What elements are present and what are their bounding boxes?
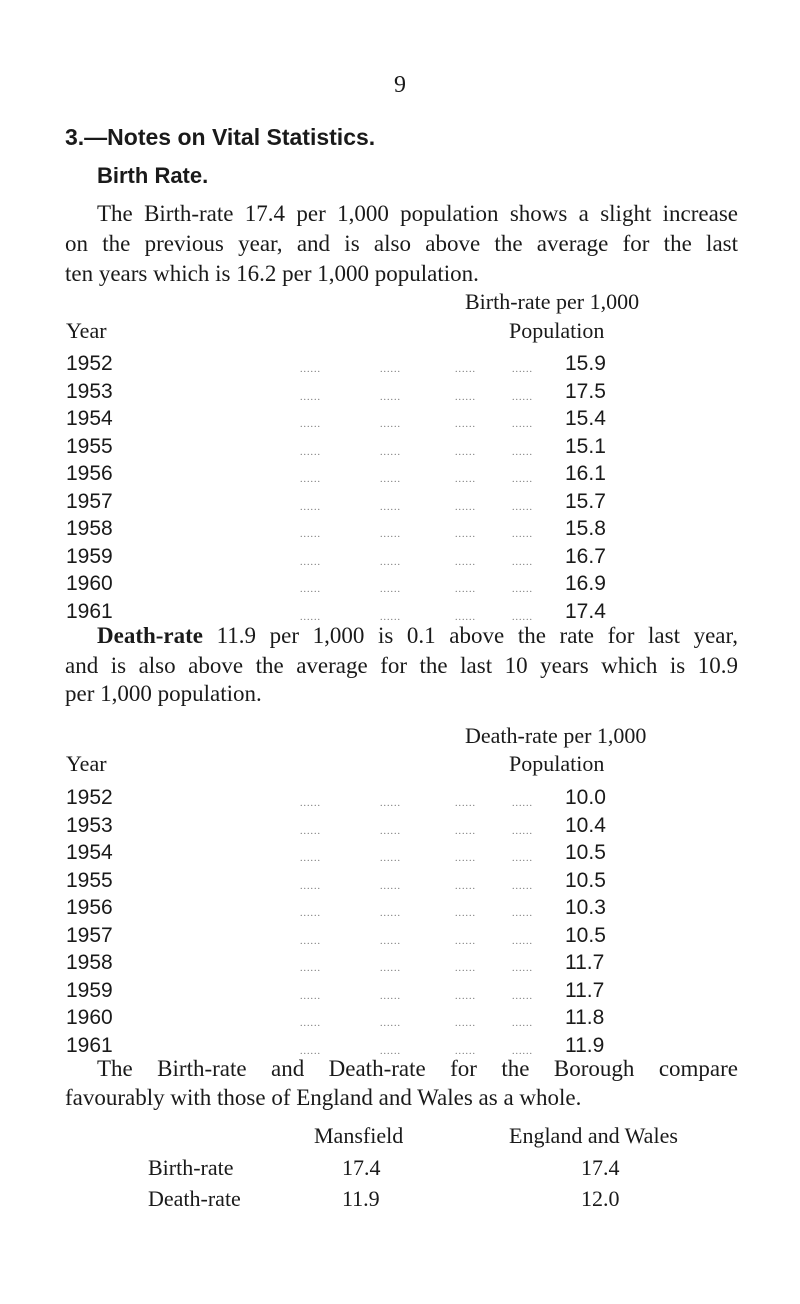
birth-rate-leader-dots: ...... (380, 446, 401, 458)
birth-rate-leader-dots: ...... (300, 584, 321, 595)
death-rate-leader-dots: ...... (300, 935, 321, 947)
birth-rate-year: 1956 (66, 462, 113, 485)
death-rate-leader-dots: ...... (512, 825, 533, 837)
death-rate-leader-dots: ...... (300, 990, 321, 1002)
death-rate-leader-dots: ...... (512, 1018, 533, 1029)
death-rate-leader-dots: ...... (380, 798, 401, 809)
death-rate-value: 10.4 (565, 813, 606, 837)
death-year-column-header: Year (66, 751, 107, 776)
birth-rate-leader-dots: ...... (455, 446, 476, 458)
compare-birth-rate-mansfield: 17.4 (342, 1155, 381, 1180)
death-rate-year: 1953 (66, 813, 113, 837)
death-rate-year: 1952 (66, 786, 113, 809)
birth-rate-leader-dots: ...... (300, 446, 321, 458)
birth-rate-leader-dots: ...... (380, 529, 401, 540)
birth-rate-leader-dots: ...... (512, 474, 533, 485)
birth-rate-leader-dots: ...... (512, 556, 533, 568)
birth-rate-leader-dots: ...... (512, 501, 533, 513)
birth-population-column-header: Population (509, 318, 605, 343)
birth-rate-leader-dots: ...... (512, 446, 533, 458)
death-rate-leader-dots: ...... (455, 908, 476, 919)
birth-rate-leader-dots: ...... (455, 391, 476, 403)
birth-rate-year: 1958 (66, 517, 113, 540)
death-rate-year: 1958 (66, 951, 113, 974)
birth-rate-leader-dots: ...... (380, 419, 401, 430)
compare-birth-rate-england: 17.4 (581, 1155, 620, 1180)
death-rate-lead: Death-rate (97, 623, 204, 648)
birth-rate-value: 15.8 (565, 517, 606, 540)
section-title: 3.—Notes on Vital Statistics. (65, 124, 376, 150)
birth-rate-leader-dots: ...... (512, 611, 533, 623)
birth-rate-value: 15.4 (565, 407, 606, 430)
birth-rate-leader-dots: ...... (455, 474, 476, 485)
death-rate-leader-dots: ...... (300, 880, 321, 892)
death-rate-leader-dots: ...... (455, 1018, 476, 1029)
page-number: 9 (394, 72, 406, 98)
death-rate-leader-dots: ...... (455, 880, 476, 892)
death-rate-leader-dots: ...... (380, 935, 401, 947)
birth-rate-year: 1955 (66, 434, 113, 458)
death-rate-leader-dots: ...... (300, 908, 321, 919)
death-rate-value: 11.8 (565, 1006, 605, 1029)
birth-rate-year: 1957 (66, 489, 113, 513)
birth-rate-value: 17.5 (565, 379, 606, 403)
death-rate-value: 10.5 (565, 868, 606, 892)
death-rate-leader-dots: ...... (455, 963, 476, 974)
birth-rate-leader-dots: ...... (380, 474, 401, 485)
birth-rate-leader-dots: ...... (512, 529, 533, 540)
compare-paragraph-line-2: favourably with those of England and Wales as a whole. (65, 1085, 582, 1110)
death-rate-value: 11.7 (565, 978, 605, 1002)
death-rate-leader-dots: ...... (300, 798, 321, 809)
death-rate-leader-dots: ...... (300, 1018, 321, 1029)
birth-rate-year: 1959 (66, 544, 113, 568)
death-rate-leader-dots: ...... (512, 798, 533, 809)
death-rate-leader-dots: ...... (455, 798, 476, 809)
death-rate-leader-dots: ...... (512, 1045, 533, 1057)
birth-paragraph-line-2: on the previous year, and is also above the average for the last (65, 231, 738, 256)
death-rate-year: 1957 (66, 923, 113, 947)
birth-rate-value: 16.9 (565, 572, 606, 595)
death-rate-value: 10.5 (565, 841, 606, 864)
death-rate-leader-dots: ...... (380, 908, 401, 919)
death-paragraph-line-3: per 1,000 population. (65, 681, 262, 706)
birth-rate-value: 15.7 (565, 489, 606, 513)
birth-rate-value: 16.1 (565, 462, 606, 485)
death-rate-leader-dots: ...... (300, 825, 321, 837)
birth-rate-heading: Birth Rate. (97, 163, 209, 188)
death-rate-year: 1956 (66, 896, 113, 919)
death-rate-leader-dots: ...... (455, 1045, 476, 1057)
birth-rate-leader-dots: ...... (380, 584, 401, 595)
birth-rate-leader-dots: ...... (455, 529, 476, 540)
birth-rate-leader-dots: ...... (455, 501, 476, 513)
death-rate-year: 1961 (66, 1033, 113, 1057)
england-wales-column-header: England and Wales (509, 1123, 678, 1148)
birth-rate-leader-dots: ...... (455, 556, 476, 568)
birth-rate-leader-dots: ...... (300, 556, 321, 568)
death-rate-leader-dots: ...... (455, 825, 476, 837)
birth-rate-value: 17.4 (565, 599, 606, 623)
birth-rate-leader-dots: ...... (380, 391, 401, 403)
birth-rate-leader-dots: ...... (300, 391, 321, 403)
death-rate-leader-dots: ...... (455, 853, 476, 864)
birth-rate-leader-dots: ...... (512, 419, 533, 430)
death-rate-value: 10.3 (565, 896, 606, 919)
death-rate-leader-dots: ...... (512, 935, 533, 947)
death-rate-leader-dots: ...... (512, 908, 533, 919)
death-rate-leader-dots: ...... (380, 825, 401, 837)
birth-rate-year: 1960 (66, 572, 113, 595)
birth-rate-column-header: Birth-rate per 1,000 (465, 289, 640, 314)
birth-rate-value: 16.7 (565, 544, 606, 568)
death-rate-leader-dots: ...... (380, 1018, 401, 1029)
birth-rate-year: 1954 (66, 407, 113, 430)
death-paragraph-line-1: Death-rate 11.9 per 1,000 is 0.1 above the rate for last year, (97, 623, 738, 648)
birth-paragraph-line-1: The Birth-rate 17.4 per 1,000 population shows a slight increase (97, 201, 738, 226)
birth-rate-value: 15.1 (565, 434, 606, 458)
compare-death-rate-label: Death-rate (148, 1186, 241, 1211)
death-rate-leader-dots: ...... (512, 963, 533, 974)
death-rate-leader-dots: ...... (300, 1045, 321, 1057)
birth-rate-value: 15.9 (565, 352, 606, 375)
birth-rate-leader-dots: ...... (300, 501, 321, 513)
death-rate-year: 1960 (66, 1006, 113, 1029)
birth-rate-leader-dots: ...... (455, 364, 476, 375)
birth-rate-leader-dots: ...... (300, 529, 321, 540)
death-rate-value: 10.5 (565, 923, 606, 947)
death-rate-leader-dots: ...... (455, 935, 476, 947)
death-rate-leader-dots: ...... (380, 990, 401, 1002)
death-rate-leader-dots: ...... (380, 963, 401, 974)
death-rate-value: 11.9 (565, 1033, 605, 1057)
compare-paragraph-line-1: The Birth-rate and Death-rate for the Borough compare (97, 1056, 738, 1081)
death-rate-leader-dots: ...... (512, 853, 533, 864)
birth-rate-year: 1952 (66, 352, 113, 375)
birth-rate-leader-dots: ...... (300, 419, 321, 430)
death-rate-leader-dots: ...... (380, 880, 401, 892)
death-rate-year: 1955 (66, 868, 113, 892)
birth-rate-leader-dots: ...... (512, 391, 533, 403)
death-rate-leader-dots: ...... (300, 963, 321, 974)
birth-rate-leader-dots: ...... (455, 611, 476, 623)
death-rate-leader-dots: ...... (512, 880, 533, 892)
birth-rate-leader-dots: ...... (300, 474, 321, 485)
birth-rate-leader-dots: ...... (512, 584, 533, 595)
compare-death-rate-england: 12.0 (581, 1186, 620, 1211)
compare-birth-rate-label: Birth-rate (148, 1155, 234, 1180)
birth-paragraph-line-3: ten years which is 16.2 per 1,000 population. (65, 261, 479, 286)
death-population-column-header: Population (509, 751, 605, 776)
death-rate-year: 1954 (66, 841, 113, 864)
mansfield-column-header: Mansfield (314, 1123, 404, 1148)
death-rate-leader-dots: ...... (455, 990, 476, 1002)
birth-rate-leader-dots: ...... (380, 364, 401, 375)
death-rate-value: 10.0 (565, 786, 606, 809)
birth-rate-year: 1953 (66, 379, 113, 403)
death-rate-leader-dots: ...... (380, 853, 401, 864)
birth-rate-leader-dots: ...... (380, 611, 401, 623)
death-rate-leader-dots: ...... (300, 853, 321, 864)
death-rate-leader-dots: ...... (380, 1045, 401, 1057)
birth-rate-leader-dots: ...... (380, 501, 401, 513)
birth-rate-leader-dots: ...... (455, 419, 476, 430)
death-rate-year: 1959 (66, 978, 113, 1002)
death-rate-leader-dots: ...... (512, 990, 533, 1002)
birth-rate-leader-dots: ...... (455, 584, 476, 595)
compare-death-rate-mansfield: 11.9 (342, 1186, 380, 1211)
birth-rate-leader-dots: ...... (300, 611, 321, 623)
death-paragraph-line-2: and is also above the average for the last 10 years which is 10.9 (65, 653, 738, 678)
birth-rate-leader-dots: ...... (380, 556, 401, 568)
death-rate-column-header: Death-rate per 1,000 (465, 723, 647, 748)
birth-rate-year: 1961 (66, 599, 113, 623)
death-rate-value: 11.7 (565, 951, 605, 974)
birth-rate-leader-dots: ...... (300, 364, 321, 375)
birth-year-column-header: Year (66, 318, 107, 343)
birth-rate-leader-dots: ...... (512, 364, 533, 375)
